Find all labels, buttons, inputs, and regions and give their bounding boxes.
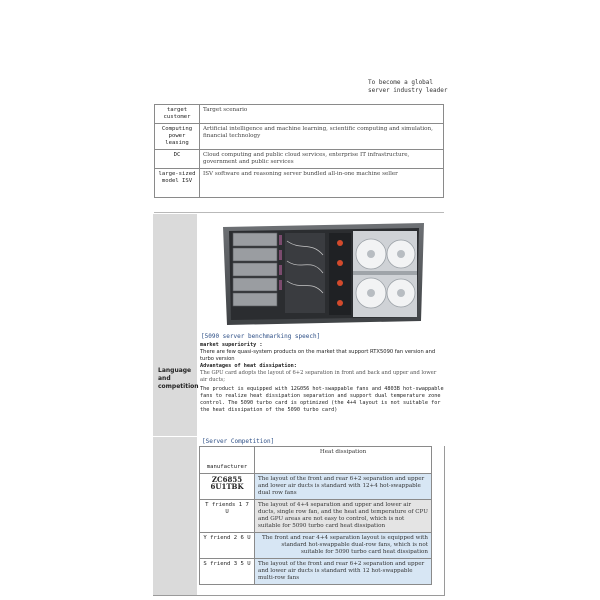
tagline [368, 79, 447, 95]
target-customer-table [154, 104, 444, 198]
speech-title: [5090 server benchmarking speech] [201, 333, 321, 340]
table-row [200, 500, 432, 533]
customer-cell: DC [155, 150, 200, 169]
competition-title: [Server Competition] [202, 438, 275, 445]
header-heat-dissipation: Heat dissipation [255, 447, 432, 474]
language-competition-label [158, 367, 199, 391]
heat-cell: The layout of 4+4 separation and upper and lower air ducts, single row fan, and the heat and temperature of CPU and GPU areas are not easy to control, which is not suitable for 5090 turbo card heat dissipation [255, 500, 432, 533]
manufacturer-cell: T friends 1 7 U [200, 500, 255, 533]
table-header-row [155, 105, 444, 124]
table-row [200, 474, 432, 500]
label-line-3: competition [158, 383, 199, 390]
left-column-divider [153, 436, 197, 437]
section-divider [154, 212, 444, 213]
table-right-border [444, 446, 445, 596]
competition-table [199, 446, 432, 585]
table-bottom-border [153, 595, 444, 596]
table-row [155, 124, 444, 150]
heat-text-detail: The product is equipped with 12G056 hot-swappable fans and 4803B hot-swappable fans to realize heat dissipation separation and support dual temperature zone control. The 5090 turbo card is optimized (the 4+4 layout is not suitable for the heat dissipation of the 5090 turbo card) [200, 386, 444, 413]
table-row [155, 150, 444, 169]
header-scenario: Target scenario [200, 105, 444, 124]
heat-heading: Advantages of heat dissipation: [200, 363, 297, 369]
label-line-2: and [158, 375, 171, 382]
scenario-cell: Cloud computing and public cloud services, enterprise IT infrastructure, government and public services [200, 150, 444, 169]
market-text: There are few quasi-system products on the market that support RTX5090 fan version and turbo version [200, 349, 436, 362]
tagline-line-1: To become a global [368, 79, 434, 86]
heat-cell: The layout of the front and rear 6+2 separation and upper and lower air ducts is standard with 12 hot-swappable multi-row fans [255, 559, 432, 585]
header-manufacturer: manufacturer [200, 447, 255, 474]
market-heading: market superiority : [200, 342, 263, 348]
label-line-1: Language [158, 367, 192, 374]
table-row [200, 559, 432, 585]
tagline-line-2: server industry leader [368, 87, 448, 94]
speech-body [200, 342, 444, 414]
header-customer: target customer [155, 105, 200, 124]
scenario-cell: Artificial intelligence and machine learning, scientific computing and simulation, financial technology [200, 124, 444, 150]
table-header-row [200, 447, 432, 474]
manufacturer-cell: Y friend 2 6 U [200, 533, 255, 559]
table-row [200, 533, 432, 559]
heat-cell: The layout of the front and rear 6+2 separation and upper and lower air ducts is standard with 12+4 hot-swappable dual row fans [255, 474, 432, 500]
table-row [155, 169, 444, 198]
heat-cell: The front and rear 4+4 separation layout is equipped with standard hot-swappable dual-row fans, which is not suitable for 5090 turbo card heat dissipation [255, 533, 432, 559]
scenario-cell: ISV software and reasoning server bundled all-in-one machine seller [200, 169, 444, 198]
manufacturer-cell: S friend 3 5 U [200, 559, 255, 585]
server-product-image [221, 221, 426, 325]
heat-text: The GPU card adopts the layout of 6+2 separation in front and back and upper and lower air ducts; [200, 370, 437, 383]
left-label-column [153, 214, 197, 596]
customer-cell: large-sized model ISV [155, 169, 200, 198]
manufacturer-cell: ZC6855 6U1TBK [200, 474, 255, 500]
customer-cell: Computing power leasing [155, 124, 200, 150]
